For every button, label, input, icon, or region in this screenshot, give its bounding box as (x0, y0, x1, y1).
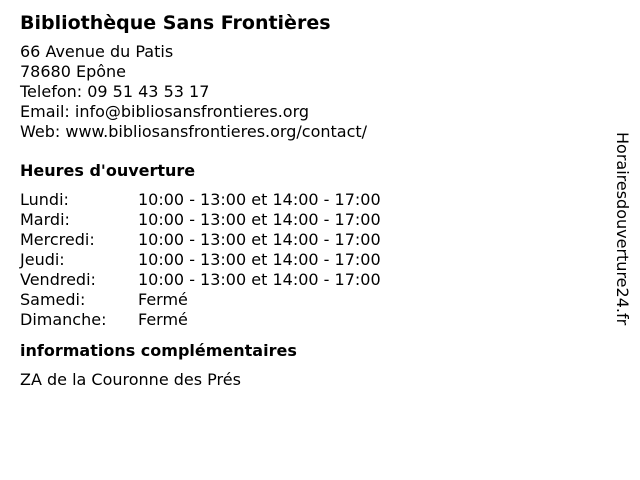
street-address: 66 Avenue du Patis (20, 42, 174, 61)
business-card (20, 10, 610, 390)
day-label: Mercredi: (20, 230, 95, 249)
time-value: 10:00 - 13:00 et 14:00 - 17:00 (138, 190, 381, 209)
hours-row-sunday (20, 310, 610, 330)
time-value: 10:00 - 13:00 et 14:00 - 17:00 (138, 230, 381, 249)
hours-row-saturday (20, 290, 610, 310)
day-label: Lundi: (20, 190, 69, 209)
day-label: Vendredi: (20, 270, 96, 289)
day-label: Jeudi: (20, 250, 65, 269)
hours-table (20, 190, 610, 330)
hours-row-tuesday (20, 210, 610, 230)
day-label: Samedi: (20, 290, 86, 309)
hours-row-monday (20, 190, 610, 210)
time-value: 10:00 - 13:00 et 14:00 - 17:00 (138, 250, 381, 269)
hours-row-friday (20, 270, 610, 290)
time-value: 10:00 - 13:00 et 14:00 - 17:00 (138, 270, 381, 289)
day-label: Dimanche: (20, 310, 107, 329)
postal-city: 78680 Epône (20, 62, 127, 81)
site-watermark: Horairesdouverture24.fr (613, 132, 632, 326)
info-heading: informations complémentaires (20, 341, 297, 360)
time-value: Fermé (138, 310, 188, 329)
hours-heading: Heures d'ouverture (20, 161, 196, 180)
time-value: 10:00 - 13:00 et 14:00 - 17:00 (138, 210, 381, 229)
hours-row-thursday (20, 250, 610, 270)
time-value: Fermé (138, 290, 188, 309)
day-label: Mardi: (20, 210, 70, 229)
address-block (20, 42, 610, 142)
info-text: ZA de la Couronne des Prés (20, 370, 241, 389)
email-line: Email: info@bibliosansfrontieres.org (20, 102, 310, 121)
phone-line: Telefon: 09 51 43 53 17 (20, 82, 210, 101)
page-title: Bibliothèque Sans Frontières (20, 12, 331, 34)
web-line: Web: www.bibliosansfrontieres.org/contact/ (20, 122, 368, 141)
hours-row-wednesday (20, 230, 610, 250)
